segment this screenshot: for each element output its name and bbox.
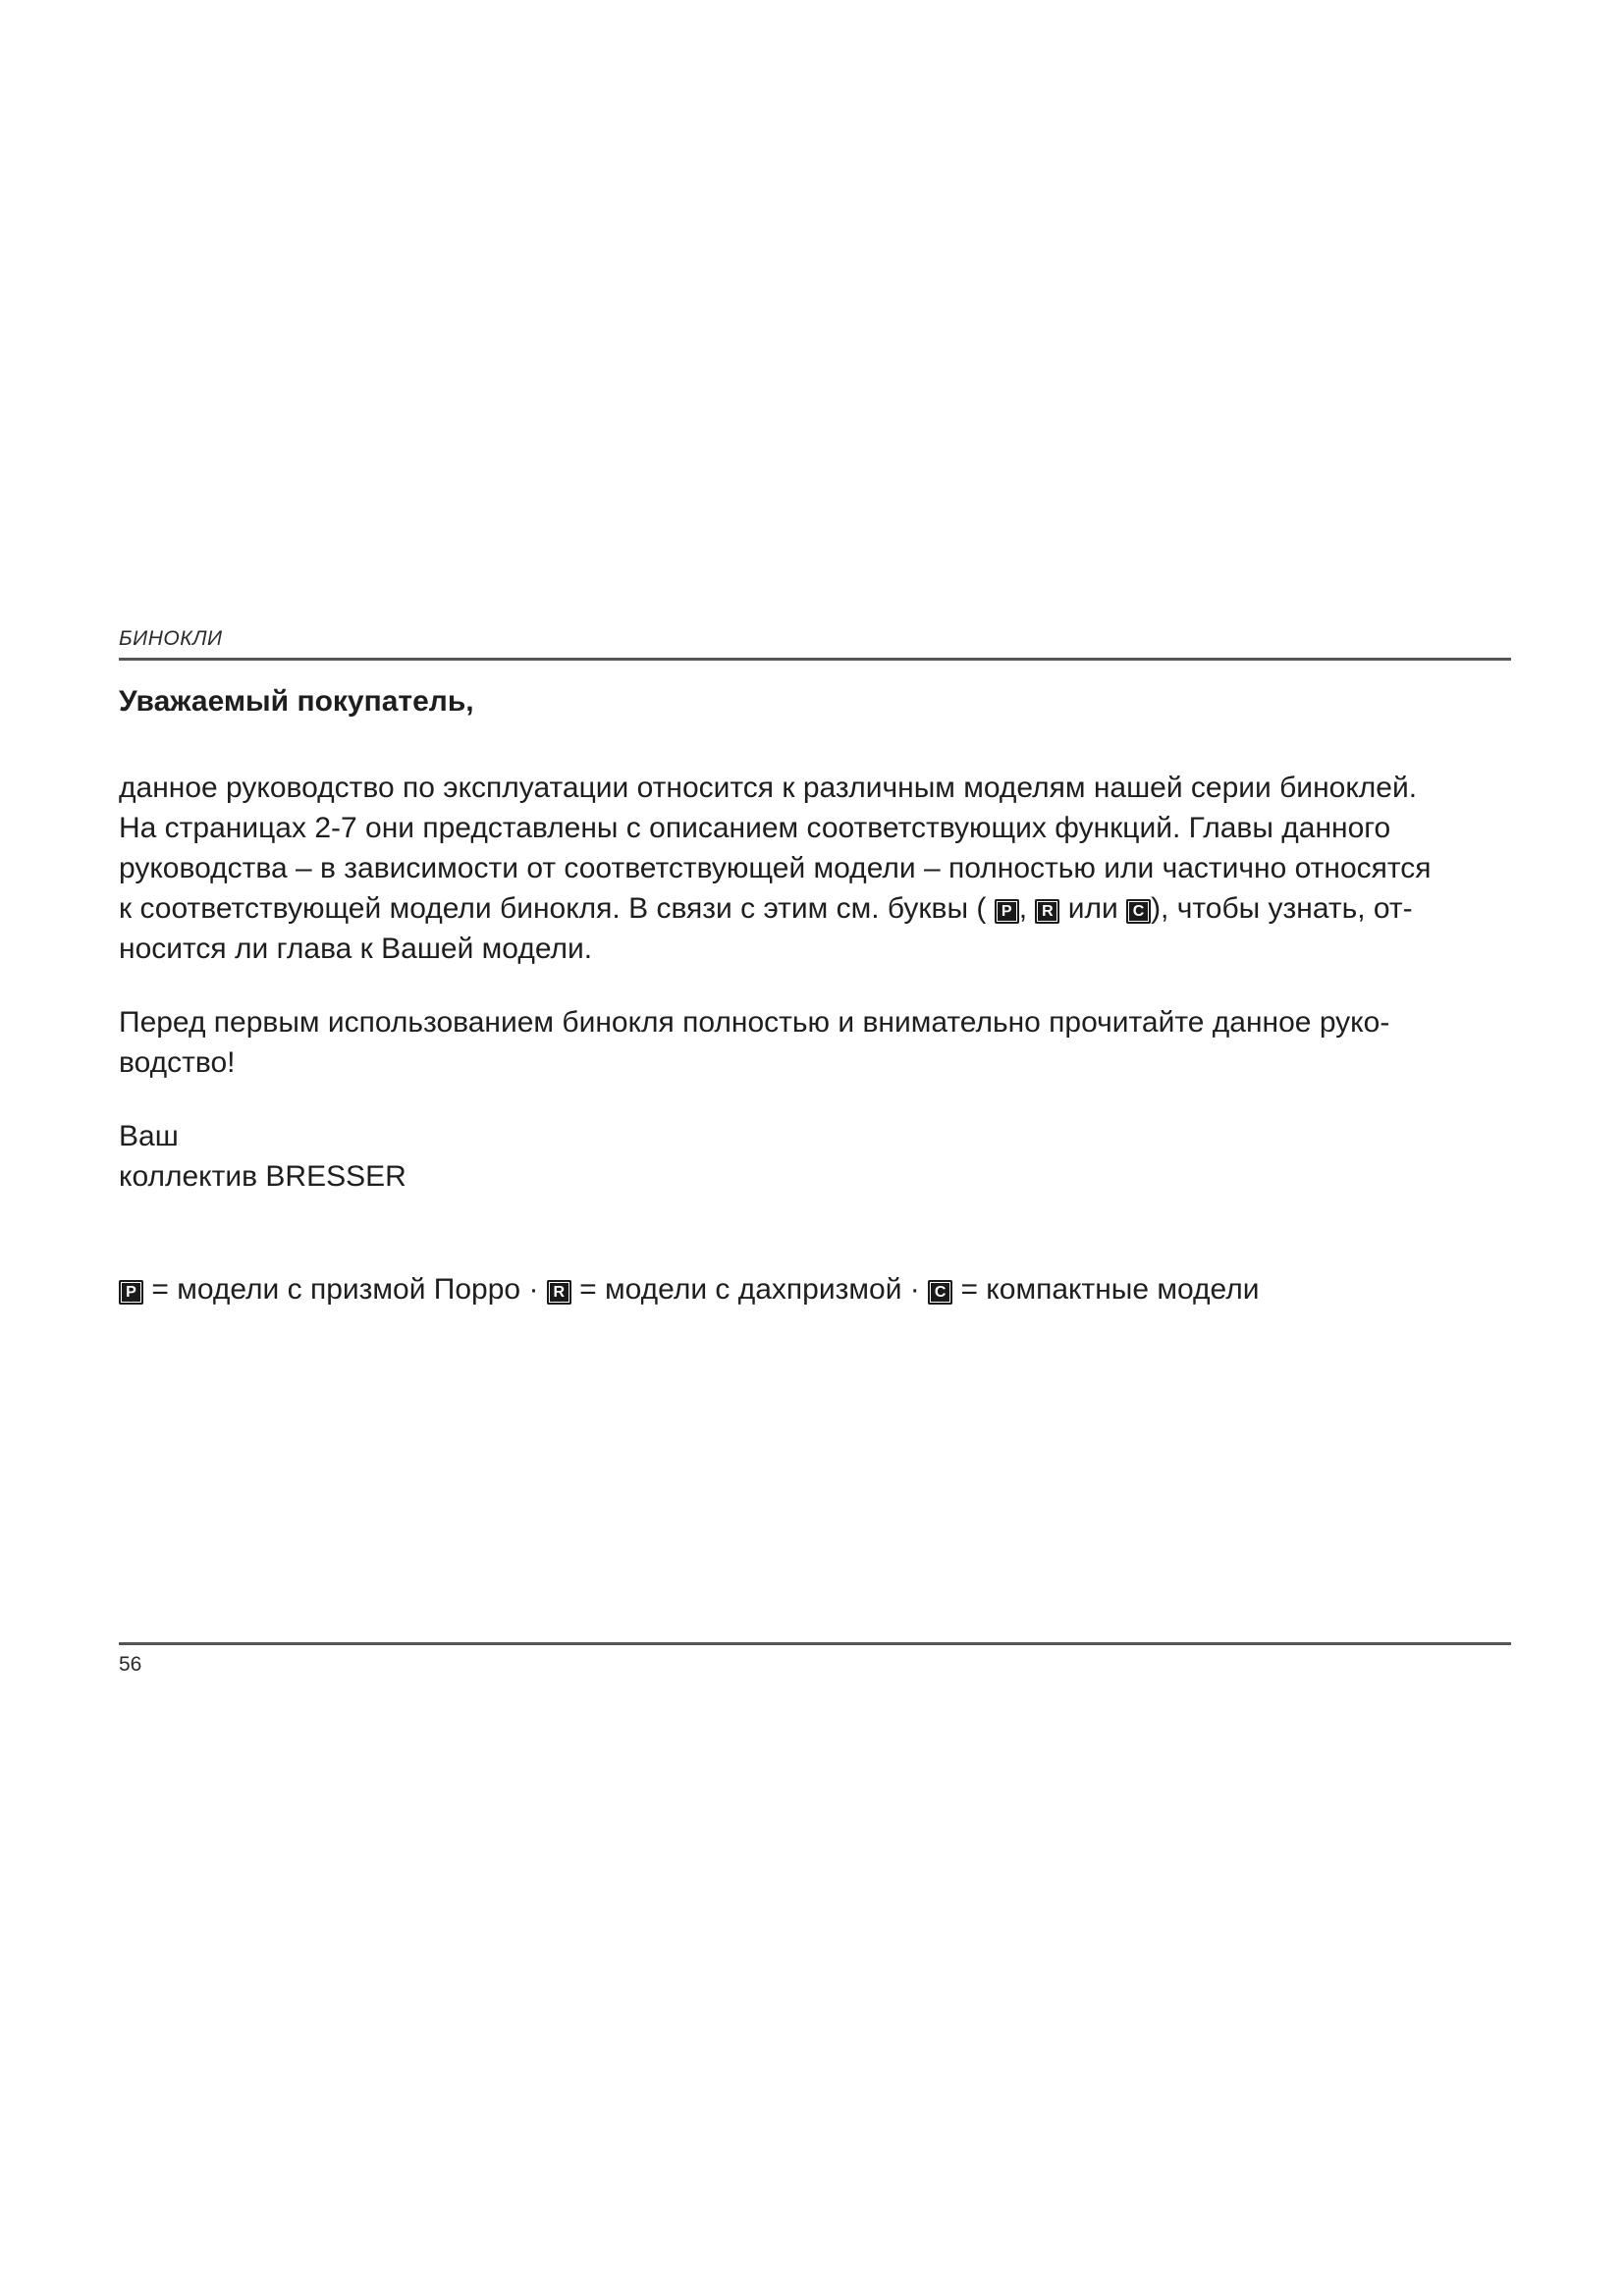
badge-p-letter: P bbox=[126, 1284, 136, 1301]
legend-porro-text: = модели с призмой Порро · bbox=[143, 1273, 547, 1306]
section-title: БИНОКЛИ bbox=[119, 627, 223, 650]
badge-p-letter: P bbox=[1001, 903, 1012, 920]
badge-c-letter: C bbox=[934, 1284, 947, 1301]
badge-p-icon bbox=[119, 1280, 143, 1305]
greeting-heading: Уважаемый покупатель, bbox=[119, 685, 474, 718]
legend-compact-text: = компактные модели bbox=[952, 1273, 1260, 1306]
header-rule bbox=[119, 658, 1511, 661]
intro-line: руководства – в зависимости от соответствующей модели – полностью или частично относятся bbox=[119, 852, 1432, 884]
warning-line: Перед первым использованием бинокля полностью и внимательно прочитайте данное руко- bbox=[119, 1006, 1390, 1039]
intro-text: ), чтобы узнать, от- bbox=[1151, 892, 1413, 925]
signature-block bbox=[119, 1116, 1533, 1197]
intro-text: , bbox=[1018, 892, 1036, 925]
badge-r-letter: R bbox=[1042, 903, 1054, 920]
main-content bbox=[119, 677, 1533, 1309]
legend-roof-text: = модели с дахпризмой · bbox=[570, 1273, 929, 1306]
intro-line: данное руководство по эксплуатации относится к различным моделям нашей серии биноклей. bbox=[119, 772, 1418, 804]
badge-r-letter: R bbox=[553, 1284, 566, 1301]
intro-line: На страницах 2-7 они представлены с описанием соответствующих функций. Главы данного bbox=[119, 812, 1391, 844]
signature-line: коллектив BRESSER bbox=[119, 1160, 406, 1193]
badge-c-icon bbox=[1126, 899, 1151, 924]
badge-r-icon bbox=[547, 1280, 571, 1305]
page-header bbox=[119, 626, 1511, 661]
warning-paragraph bbox=[119, 1002, 1533, 1083]
intro-paragraph bbox=[119, 768, 1533, 969]
warning-line: водство! bbox=[119, 1046, 236, 1079]
badge-c-letter: C bbox=[1132, 903, 1145, 920]
page-footer bbox=[119, 1642, 1511, 1677]
footer-rule bbox=[119, 1642, 1511, 1645]
intro-line bbox=[119, 888, 1533, 929]
badge-r-icon bbox=[1035, 899, 1059, 924]
signature-line: Ваш bbox=[119, 1120, 179, 1152]
badge-p-icon bbox=[995, 899, 1019, 924]
badge-c-icon bbox=[928, 1280, 952, 1305]
intro-text: к соответствующей модели бинокля. В связи с этим см. буквы ( bbox=[119, 892, 995, 925]
intro-line: носится ли глава к Вашей модели. bbox=[119, 933, 593, 965]
model-legend bbox=[119, 1269, 1533, 1309]
intro-text: или bbox=[1059, 892, 1127, 925]
page-number: 56 bbox=[119, 1653, 142, 1676]
